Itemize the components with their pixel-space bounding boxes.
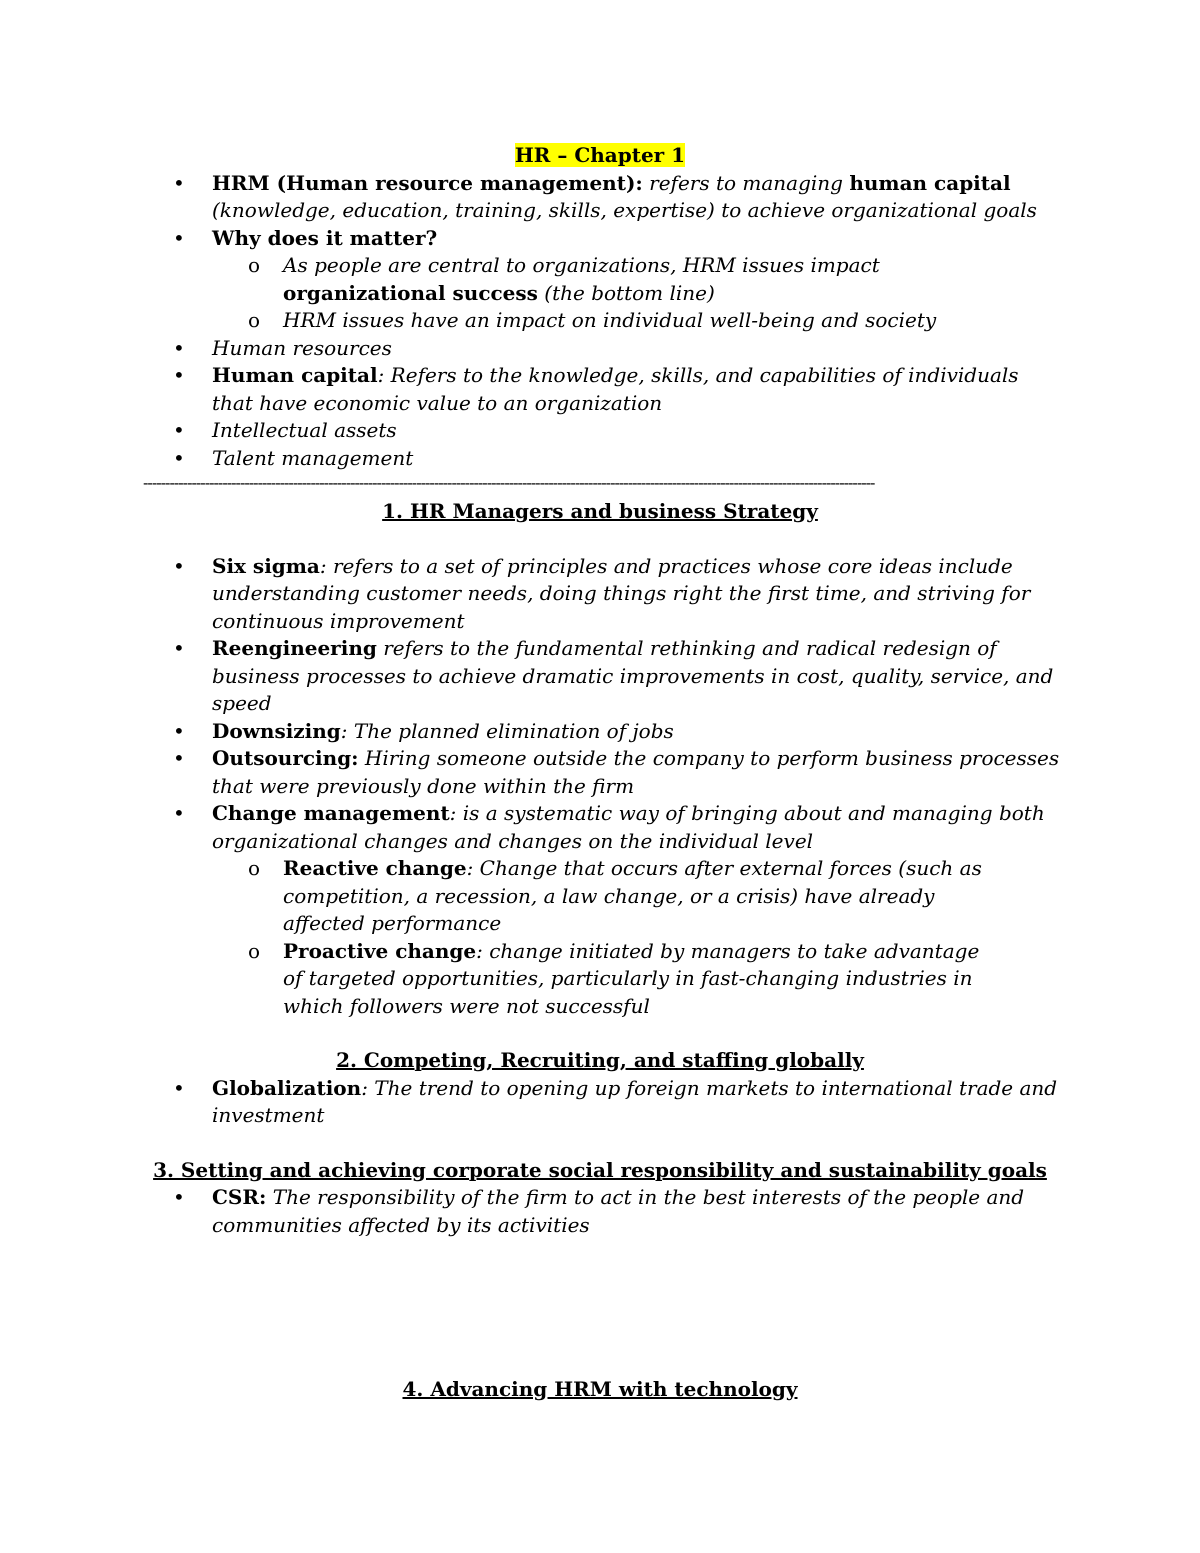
bullet-icon: •: [173, 746, 185, 770]
sub-bullet-icon: o: [248, 938, 261, 963]
list-item-reengineering: • Reengineering refers to the fundamental rethinking and radical redesign of business processes to achieve dramatic improvements in cost, quality, service, and speed: [173, 636, 1054, 715]
bullet-icon: •: [173, 363, 185, 387]
bullet-icon: •: [173, 801, 185, 825]
document-body: [0, 142, 1200, 1404]
list-item-six-sigma: • Six sigma: refers to a set of principles and practices whose core ideas include understanding customer needs, doing things right the first time, and striving for continuous improvement: [173, 553, 1031, 633]
sub-bullet-icon: o: [248, 253, 261, 277]
bullet-icon: •: [173, 170, 185, 195]
bullet-icon: •: [173, 418, 185, 442]
list-item-intellectual-assets: • Intellectual assets: [0, 417, 1200, 445]
title-highlight: HR – Chapter 1: [514, 143, 686, 167]
list-item-downsizing: • Downsizing: The planned elimination of jobs: [0, 718, 1200, 746]
bullet-icon: •: [173, 1075, 185, 1100]
sub-list-item-proactive: o Proactive change: change initiated by managers to take advantage of targeted opportunities, particularly in fast-changing industries in which followers were not successful: [248, 938, 980, 1018]
list-item-talent-management: • Talent management: [0, 445, 1200, 473]
bullet-icon: •: [173, 445, 185, 470]
list-item-globalization: • Globalization: The trend to opening up foreign markets to international trade and investment: [173, 1075, 1058, 1127]
section3-heading: 3. Setting and achieving corporate social responsibility and sustainability goals: [153, 1157, 1047, 1182]
sub-bullet-icon: o: [248, 308, 261, 332]
list-item-human-resources: • Human resources: [0, 335, 1200, 363]
section2-heading: 2. Competing, Recruiting, and staffing globally: [336, 1048, 864, 1072]
section4-heading: 4. Advancing HRM with technology: [402, 1377, 798, 1401]
list-item-outsourcing: • Outsourcing: Hiring someone outside the company to perform business processes that were previously done within the firm: [173, 746, 1060, 798]
list-item-why: • Why does it matter?: [0, 225, 1200, 253]
sub-list-item-wellbeing: o HRM issues have an impact on individual well-being and society: [0, 307, 1200, 335]
sub-bullet-icon: o: [248, 856, 261, 880]
bullet-icon: •: [173, 553, 185, 578]
bullet-icon: •: [173, 718, 185, 743]
sub-list-item-success: o As people are central to organizations, HRM issues impact organizational success (the bottom line): [248, 253, 880, 305]
bullet-icon: •: [173, 636, 185, 660]
list-item-change-management: • Change management: is a systematic way of bringing about and managing both organizational changes and changes on the individual level: [173, 801, 1045, 853]
bullet-icon: •: [173, 335, 185, 360]
section1-heading: 1. HR Managers and business Strategy: [382, 499, 818, 523]
bullet-icon: •: [173, 225, 185, 250]
bullet-icon: •: [173, 1185, 185, 1209]
dashed-divider: ----------------------------------------------------------------------------------------------------------------------------------------------------------------------: [143, 473, 875, 492]
list-item-hrm: • HRM (Human resource management): refers to managing human capital (knowledge, education, training, skills, expertise) to achieve organizational goals: [173, 170, 1037, 222]
sub-list-item-reactive: o Reactive change: Change that occurs after external forces (such as competition, a recession, a law change, or a crisis) have already affected performance: [248, 856, 982, 935]
list-item-human-capital: • Human capital: Refers to the knowledge, skills, and capabilities of individuals that have economic value to an organization: [173, 363, 1019, 415]
page-title: [0, 142, 1200, 170]
list-item-csr: • CSR: The responsibility of the firm to act in the best interests of the people and communities affected by its activities: [173, 1185, 1025, 1237]
